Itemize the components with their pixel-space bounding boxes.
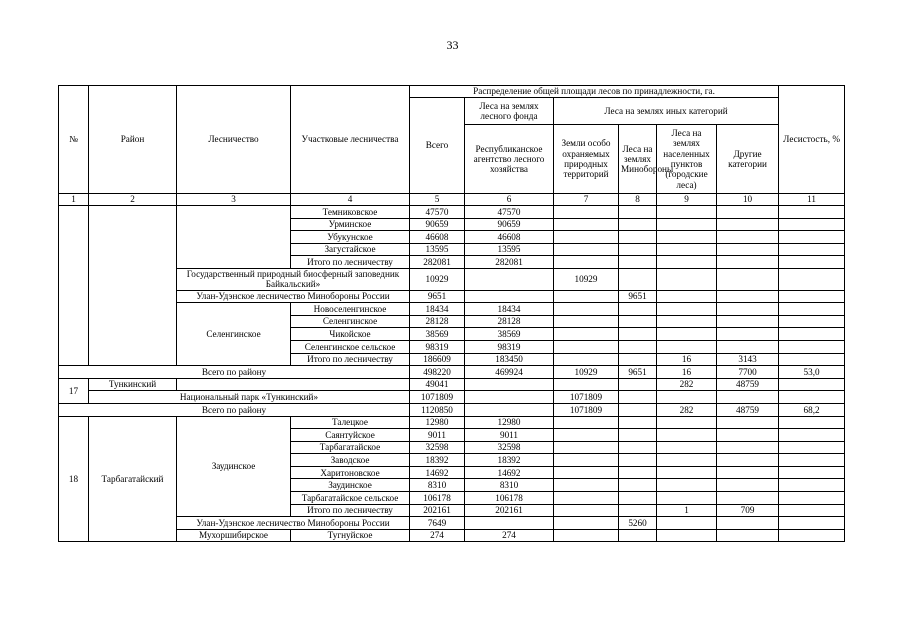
table-row bbox=[59, 378, 845, 391]
table-row bbox=[59, 529, 845, 542]
table-row bbox=[59, 268, 845, 290]
cell-other: 709 bbox=[717, 504, 779, 517]
cell-sub-forestry: Харитоновское bbox=[291, 466, 410, 479]
cell-fund: 282081 bbox=[465, 256, 554, 269]
cell-sub-forestry: Итого по лесничеству bbox=[291, 256, 410, 269]
cell-forest-cover: 53,0 bbox=[779, 366, 845, 379]
cell-fund: 98319 bbox=[465, 340, 554, 353]
cell-total: 18434 bbox=[410, 303, 465, 316]
col-number: 2 bbox=[89, 194, 177, 206]
cell-sub-forestry: Саянтуйское bbox=[291, 429, 410, 442]
cell-fund: 183450 bbox=[465, 353, 554, 366]
table-row-district-total bbox=[59, 403, 845, 416]
col-number: 4 bbox=[291, 194, 410, 206]
cell-forestry-name: Улан-Удэнское лесничество Минобороны России bbox=[177, 290, 410, 303]
cell-sub-forestry: Загустайское bbox=[291, 243, 410, 256]
cell-settlements: 282 bbox=[657, 378, 717, 391]
cell-forestry bbox=[177, 206, 291, 269]
table-row bbox=[59, 391, 845, 404]
cell-fund: 13595 bbox=[465, 243, 554, 256]
cell-fund: 106178 bbox=[465, 492, 554, 505]
cell-total: 282081 bbox=[410, 256, 465, 269]
table-row bbox=[59, 290, 845, 303]
cell-total: 32598 bbox=[410, 441, 465, 454]
cell-forestry bbox=[177, 378, 410, 391]
col-number: 8 bbox=[619, 194, 657, 206]
cell-fund: 8310 bbox=[465, 479, 554, 492]
cell-settlements: 1 bbox=[657, 504, 717, 517]
table-row bbox=[59, 517, 845, 530]
cell-fund: 90659 bbox=[465, 218, 554, 231]
cell-sub-forestry: Чикойское bbox=[291, 328, 410, 341]
cell-total: 46608 bbox=[410, 231, 465, 244]
cell-settlements: 16 bbox=[657, 353, 717, 366]
cell-other: 48759 bbox=[717, 378, 779, 391]
cell-forestry-name: Улан-Удэнское лесничество Минобороны России bbox=[177, 517, 410, 530]
cell-settlements: 282 bbox=[657, 403, 717, 416]
table-row bbox=[59, 416, 845, 429]
cell-fund: 32598 bbox=[465, 441, 554, 454]
cell-total: 14692 bbox=[410, 466, 465, 479]
header-settlements: Леса на землях населенных пунктов (городские леса) bbox=[657, 125, 717, 194]
header-mod-lands: Леса на землях Минобороны bbox=[619, 125, 657, 194]
cell-total: 28128 bbox=[410, 315, 465, 328]
cell-mod: 9651 bbox=[619, 290, 657, 303]
cell-total: 1071809 bbox=[410, 391, 465, 404]
header-republic-agency: Республиканское агентство лесного хозяйства bbox=[465, 125, 554, 194]
col-number: 11 bbox=[779, 194, 845, 206]
col-number: 7 bbox=[554, 194, 619, 206]
cell-total: 10929 bbox=[410, 268, 465, 290]
cell-total: 38569 bbox=[410, 328, 465, 341]
cell-sub-forestry: Тарбагатайское bbox=[291, 441, 410, 454]
cell-sub-forestry: Урминское bbox=[291, 218, 410, 231]
cell-fund: 14692 bbox=[465, 466, 554, 479]
cell-sub-forestry: Талецкое bbox=[291, 416, 410, 429]
cell-total: 98319 bbox=[410, 340, 465, 353]
cell-total: 9651 bbox=[410, 290, 465, 303]
cell-fund: 28128 bbox=[465, 315, 554, 328]
cell-total: 49041 bbox=[410, 378, 465, 391]
cell-forestry: Селенгинское bbox=[177, 303, 291, 366]
cell-sub-forestry: Тугнуйское bbox=[291, 529, 410, 542]
cell-district-total-label: Всего по району bbox=[59, 403, 410, 416]
cell-fund: 46608 bbox=[465, 231, 554, 244]
cell-sub-forestry: Заудинское bbox=[291, 479, 410, 492]
col-number: 5 bbox=[410, 194, 465, 206]
cell-forestry: Заудинское bbox=[177, 416, 291, 517]
header-district: Район bbox=[89, 86, 177, 194]
cell-fund: 18434 bbox=[465, 303, 554, 316]
header-forestry: Лесничество bbox=[177, 86, 291, 194]
cell-fund: 12980 bbox=[465, 416, 554, 429]
forest-distribution-table bbox=[58, 85, 845, 542]
cell-forest-cover: 68,2 bbox=[779, 403, 845, 416]
cell-mod: 9651 bbox=[619, 366, 657, 379]
col-number: 9 bbox=[657, 194, 717, 206]
cell-other: 48759 bbox=[717, 403, 779, 416]
cell-fund: 202161 bbox=[465, 504, 554, 517]
header-total: Всего bbox=[410, 98, 465, 194]
cell-total: 90659 bbox=[410, 218, 465, 231]
cell-sub-forestry: Тарбагатайское сельское bbox=[291, 492, 410, 505]
header-distribution: Распределение общей площади лесов по принадлежности, га. bbox=[410, 86, 779, 98]
cell-total: 186609 bbox=[410, 353, 465, 366]
cell-protected: 1071809 bbox=[554, 391, 619, 404]
cell-other: 3143 bbox=[717, 353, 779, 366]
cell-total: 1120850 bbox=[410, 403, 465, 416]
header-sub-forestry: Участковые лесничества bbox=[291, 86, 410, 194]
cell-fund: 38569 bbox=[465, 328, 554, 341]
page-number: 33 bbox=[446, 38, 459, 52]
cell-district bbox=[89, 206, 177, 366]
cell-protected: 10929 bbox=[554, 268, 619, 290]
cell-forestry: Мухоршибирское bbox=[177, 529, 291, 542]
cell-other: 7700 bbox=[717, 366, 779, 379]
table-row bbox=[59, 303, 845, 316]
cell-total: 9011 bbox=[410, 429, 465, 442]
header-no: № bbox=[59, 86, 89, 194]
cell-total: 7649 bbox=[410, 517, 465, 530]
cell-sub-forestry: Заводское bbox=[291, 454, 410, 467]
header-forest-fund: Леса на землях лесного фонда bbox=[465, 98, 554, 125]
cell-sub-forestry: Селенгинское bbox=[291, 315, 410, 328]
header-forest-cover: Лесистость, % bbox=[779, 86, 845, 194]
cell-forestry-name: Государственный природный биосферный заповедник Байкальский» bbox=[177, 268, 410, 290]
cell-no: 18 bbox=[59, 416, 89, 542]
col-number: 1 bbox=[59, 194, 89, 206]
cell-sub-forestry: Темниковское bbox=[291, 206, 410, 219]
cell-total: 13595 bbox=[410, 243, 465, 256]
header-other: Другие категории bbox=[717, 125, 779, 194]
cell-total: 47570 bbox=[410, 206, 465, 219]
col-number: 3 bbox=[177, 194, 291, 206]
cell-sub-forestry: Новоселенгинское bbox=[291, 303, 410, 316]
cell-protected: 1071809 bbox=[554, 403, 619, 416]
cell-district-total-label: Всего по району bbox=[59, 366, 410, 379]
header-protected: Земли особо охраняемых природных территорий bbox=[554, 125, 619, 194]
cell-fund: 18392 bbox=[465, 454, 554, 467]
cell-fund: 469924 bbox=[465, 366, 554, 379]
table-row-district-total bbox=[59, 366, 845, 379]
cell-total: 202161 bbox=[410, 504, 465, 517]
cell-total: 8310 bbox=[410, 479, 465, 492]
cell-total: 274 bbox=[410, 529, 465, 542]
cell-sub-forestry: Итого по лесничеству bbox=[291, 504, 410, 517]
cell-total: 18392 bbox=[410, 454, 465, 467]
cell-district: Тункинский bbox=[89, 378, 177, 391]
cell-sub-forestry: Итого по лесничеству bbox=[291, 353, 410, 366]
cell-forestry-name: Национальный парк «Тункинский» bbox=[89, 391, 410, 404]
col-number: 6 bbox=[465, 194, 554, 206]
cell-fund: 9011 bbox=[465, 429, 554, 442]
cell-protected: 10929 bbox=[554, 366, 619, 379]
cell-sub-forestry: Убукунское bbox=[291, 231, 410, 244]
cell-sub-forestry: Селенгинское сельское bbox=[291, 340, 410, 353]
cell-no bbox=[59, 206, 89, 366]
cell-settlements: 16 bbox=[657, 366, 717, 379]
cell-total: 106178 bbox=[410, 492, 465, 505]
cell-total: 498220 bbox=[410, 366, 465, 379]
cell-no: 17 bbox=[59, 378, 89, 403]
col-number: 10 bbox=[717, 194, 779, 206]
cell-fund: 47570 bbox=[465, 206, 554, 219]
cell-total: 12980 bbox=[410, 416, 465, 429]
cell-fund: 274 bbox=[465, 529, 554, 542]
cell-mod: 5260 bbox=[619, 517, 657, 530]
header-other-categories: Леса на землях иных категорий bbox=[554, 98, 779, 125]
cell-district: Тарбагатайский bbox=[89, 416, 177, 542]
table-row bbox=[59, 206, 845, 219]
